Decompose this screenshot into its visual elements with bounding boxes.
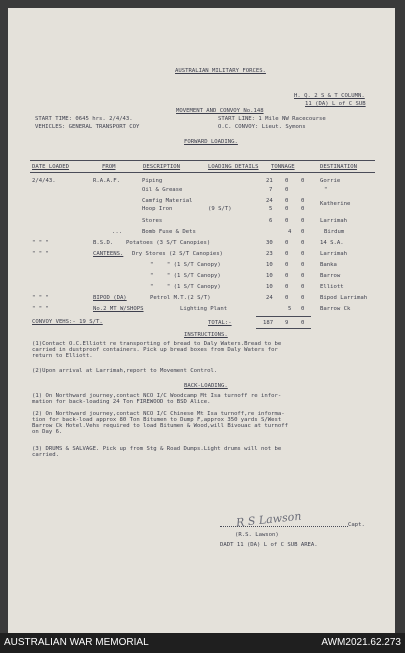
row-cwt: 0 — [285, 262, 289, 268]
row-tons: 5 — [269, 206, 273, 212]
row-date: " " " — [32, 251, 49, 257]
row-desc: " " (1 S/T Canopy) — [150, 262, 221, 268]
row-cwt: 0 — [285, 198, 289, 204]
table-row — [8, 251, 395, 259]
row-from: B.S.D. — [93, 240, 114, 246]
row-desc: Piping — [142, 178, 163, 184]
row-dest: Barrow — [320, 273, 341, 279]
archive-footer — [0, 633, 405, 653]
row-from: CANTEENS. — [93, 251, 124, 257]
row-desc: Dry Stores (2 S/T Canopies) — [132, 251, 223, 257]
row-dest: " — [324, 187, 328, 193]
row-desc: " " (1 S/T Canopy) — [150, 273, 221, 279]
table-row — [8, 187, 395, 195]
row-dest: Larrimah — [320, 218, 347, 224]
row-cwt: 0 — [285, 295, 289, 301]
row-from: ... — [112, 229, 123, 235]
signature-scrawl: R S Lawson — [235, 509, 302, 530]
total-label: TOTAL:- — [208, 320, 232, 326]
table-row — [8, 240, 395, 248]
row-dest: Katherine — [320, 201, 351, 207]
total-tons: 187 — [263, 320, 274, 326]
row-dest: Larrimah — [320, 251, 347, 257]
row-desc: " " (1 S/T Canopy) — [150, 284, 221, 290]
row-desc: Potatoes (3 S/T Canopies) — [126, 240, 211, 246]
accession-number: AWM2021.62.273 — [321, 637, 401, 648]
table-row — [8, 206, 395, 214]
col-date: DATE LOADED — [32, 164, 70, 170]
table-row — [8, 295, 395, 303]
back-loading-2: (2) On Northward journey,contact NCO I/C Chinese Mt Isa turnoff,re informa- tion for back-load approx 80 Ton Bitumen to Dump F,approx 350 yards S/West Barrow Ck Hotel.Vehs required to load Bitumen & Wood,will Bivouac at turnoff on Day 6. — [32, 411, 288, 435]
row-cwt: 0 — [285, 178, 289, 184]
row-qtr: 0 — [301, 251, 305, 257]
table-top-rule — [30, 160, 375, 161]
table-header-rule — [30, 172, 375, 173]
row-qtr: 0 — [301, 273, 305, 279]
table-row — [8, 218, 395, 226]
row-dest: Birdum — [324, 229, 345, 235]
row-tons: 6 — [269, 218, 273, 224]
col-from: FROM — [102, 164, 116, 170]
col-description: DESCRIPTION — [143, 164, 181, 170]
table-row — [8, 198, 395, 206]
total-bottom-rule — [256, 328, 311, 329]
row-dest: Banka — [320, 262, 337, 268]
forward-loading-heading: FORWARD LOADING. — [184, 139, 238, 145]
movement-number: MOVEMENT AND CONVOY No.148 — [176, 108, 264, 114]
back-loading-3: (3) DRUMS & SALVAGE. Pick up from Stg & Road Dumps.Light drums will not be carried. — [32, 446, 282, 458]
row-tons: 23 — [266, 251, 273, 257]
row-tons: 7 — [269, 187, 273, 193]
row-cwt: 0 — [285, 240, 289, 246]
row-desc: Hoop Iron — [142, 206, 173, 212]
row-cwt: 0 — [285, 206, 289, 212]
table-row — [8, 178, 395, 186]
row-dest: Bipod Larrimah — [320, 295, 368, 301]
row-date: " " " — [32, 306, 49, 312]
row-from: BIPOD (DA) — [93, 295, 127, 301]
row-qtr: 0 — [301, 240, 305, 246]
row-desc: Oil & Grease — [142, 187, 183, 193]
row-cwt: 4 — [288, 229, 292, 235]
row-tons: 24 — [266, 295, 273, 301]
row-desc: Camfig Material — [142, 198, 193, 204]
row-qtr: 0 — [301, 178, 305, 184]
oc-convoy: O.C. CONVOY: Lieut. Symons — [218, 124, 306, 130]
table-row — [8, 273, 395, 281]
signatory-position: DADT 11 (DA) L of C SUB AREA. — [220, 542, 318, 548]
row-tons: 10 — [266, 262, 273, 268]
total-cwt: 9 — [285, 320, 289, 326]
area-header: 11 (DA) L of C SUB — [305, 101, 366, 107]
archive-name: AUSTRALIAN WAR MEMORIAL — [4, 637, 149, 648]
start-time: START TIME: 0645 hrs. 2/4/43. — [35, 116, 133, 122]
row-qtr: 0 — [301, 262, 305, 268]
total-qtr: 0 — [301, 320, 305, 326]
row-dest: Barrow Ck — [320, 306, 351, 312]
total-top-rule — [256, 316, 311, 317]
row-cwt: 0 — [285, 284, 289, 290]
convoy-vehicles: CONVOY VEHS:- 19 S/T. — [32, 319, 103, 325]
row-cwt: 0 — [285, 187, 289, 193]
row-cwt: 0 — [285, 251, 289, 257]
row-dest: 14 S.A. — [320, 240, 344, 246]
table-row — [8, 262, 395, 270]
instructions-heading: INSTRUCTIONS. — [184, 332, 228, 338]
row-qtr: 0 — [301, 198, 305, 204]
col-loading: LOADING DETAILS — [208, 164, 259, 170]
row-qtr: 0 — [301, 218, 305, 224]
start-line: START LINE: 1 Mile NW Racecourse — [218, 116, 326, 122]
signatory-name: (R.S. Lawson) — [235, 532, 279, 538]
table-row — [8, 229, 395, 237]
row-qtr: 0 — [301, 206, 305, 212]
row-dest: Elliott — [320, 284, 344, 290]
row-desc: Lighting Plant — [180, 306, 228, 312]
row-desc: Stores — [142, 218, 163, 224]
row-date: " " " — [32, 240, 49, 246]
instruction-1: (1)Contact O.C.Elliott re transporting of bread to Daly Waters.Bread to be carried in dustproof containers. Pick up bread boxes from Daly Waters for return to Elliott. — [32, 341, 282, 359]
row-tons: 21 — [266, 178, 273, 184]
row-tons: 10 — [266, 273, 273, 279]
row-load: (9 S/T) — [208, 206, 232, 212]
row-tons: 24 — [266, 198, 273, 204]
row-qtr: 0 — [301, 229, 305, 235]
row-qtr: 0 — [301, 284, 305, 290]
row-from: R.A.A.F. — [93, 178, 120, 184]
col-destination: DESTINATION — [320, 164, 358, 170]
vehicles: VEHICLES: GENERAL TRANSPORT COY — [35, 124, 140, 130]
row-cwt: 0 — [285, 273, 289, 279]
row-tons: 10 — [266, 284, 273, 290]
instruction-2: (2)Upon arrival at Larrimah,report to Movement Control. — [32, 368, 218, 374]
document-sheet — [8, 8, 395, 633]
row-date: 2/4/43. — [32, 178, 56, 184]
table-row — [8, 284, 395, 292]
back-loading-heading: BACK-LOADING. — [184, 383, 228, 389]
document-title: AUSTRALIAN MILITARY FORCES. — [175, 68, 266, 74]
row-tons: 30 — [266, 240, 273, 246]
row-cwt: 5 — [288, 306, 292, 312]
row-dest: Gorrie — [320, 178, 341, 184]
row-cwt: 0 — [285, 218, 289, 224]
row-qtr: 0 — [301, 295, 305, 301]
row-desc: Bomb Fuse & Dets — [142, 229, 196, 235]
signature-rank: Capt. — [348, 522, 365, 528]
table-row — [8, 306, 395, 314]
row-desc: Petrol M.T.(2 S/T) — [150, 295, 211, 301]
signature-line — [220, 526, 348, 527]
row-date: " " " — [32, 295, 49, 301]
back-loading-1: (1) On Northward journey,contact NCO I/C Woodcamp Mt Isa turnoff re infor- mation for back-loading 24 Ton FIREWOOD to BSD Alice. — [32, 393, 282, 405]
row-qtr: 0 — [301, 306, 305, 312]
row-from: No.2 MT W/SHOPS — [93, 306, 144, 312]
col-tonnage: TONNAGE — [271, 164, 295, 170]
office-header: H. Q. 2 S & T COLUMN. — [294, 93, 365, 99]
